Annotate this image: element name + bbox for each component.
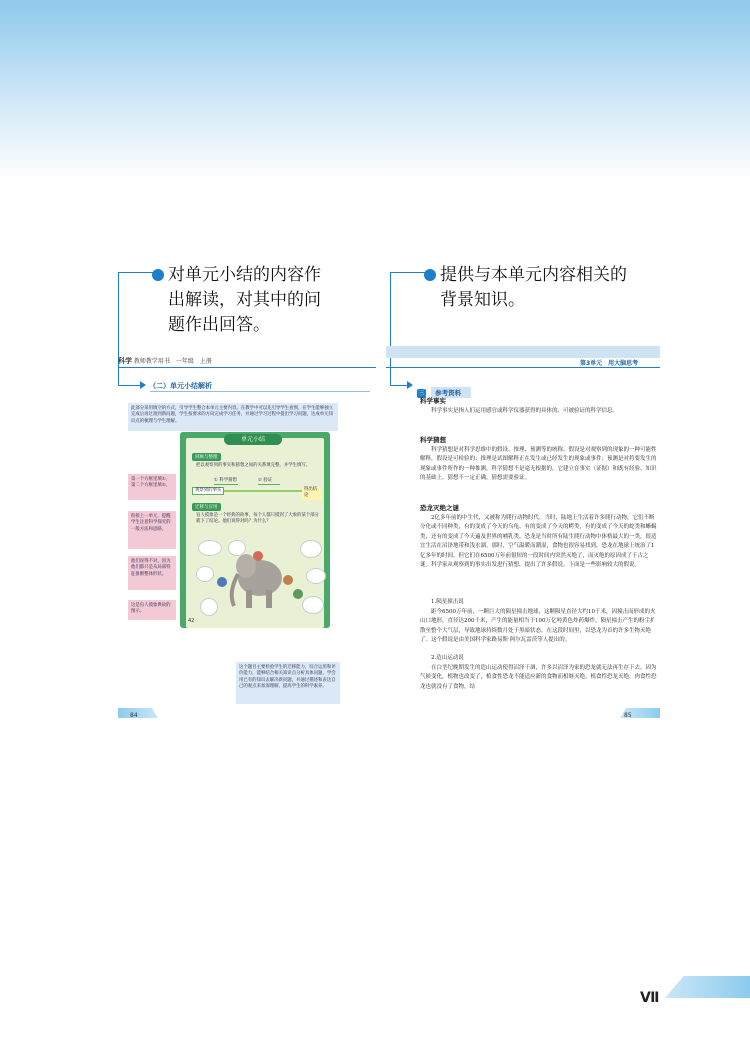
left-page-header: 科学 教师教学用书 一年级 上册 bbox=[118, 357, 212, 365]
section-title-rule bbox=[150, 391, 370, 392]
right-header-rule bbox=[386, 367, 660, 368]
pink-note-1: 第一个方框里填①，第二个方框里填②。 bbox=[128, 474, 176, 500]
elephant-leg bbox=[246, 590, 252, 608]
blind-man-figure bbox=[217, 577, 227, 587]
fan-bubble bbox=[300, 540, 322, 558]
paragraph: 在白垩纪晚期发生的造山运动使得沼泽干涸，许多以沼泽为家的恐龙就无法再生存下去。因为气候变化，植物也改变了，植食性恐龙不能适应新的食物而相继灭绝。植食性恐龙灭绝，肉食性恐龙也就没有了食物，结 bbox=[420, 665, 657, 690]
callout-left: 对单元小结的内容作 出解读，对其中的问 题作出回答。 bbox=[152, 263, 321, 338]
pillar-bubble bbox=[200, 598, 218, 616]
bullet-dot-icon bbox=[424, 269, 436, 281]
paragraph: 2亿多年前的中生代，又被称为爬行动物时代。当时，陆地上生活着许多爬行动物，它们不断分化或不同种类，有的变成了今天的乌龟、有的变成了今天的鳄类，有的变成了今天的蛇类和蜥蜴类，还有的变成了今天遍及世界的哺乳类。恐龙是当时所有陆生爬行动物中体格最大的一类，很适宜生活在沼泽地带和浅水湖。那时，空气温暖而潮湿，食物也很容易找到，恐龙在地球上统治了1亿多年的时间。但它们在6500万年前很短的一段时间内突然灭绝了，而灭绝的原因成了千古之谜。科学家从观察到的事实出发进行猜想，提出了许多假说。下面是一些影响较大的假说。 bbox=[420, 515, 657, 569]
blind-man-figure bbox=[253, 551, 263, 561]
elephant-leg bbox=[266, 590, 272, 608]
blind-man-figure bbox=[293, 589, 303, 599]
callout-right-connector bbox=[390, 272, 425, 386]
paragraph: 距今6500万年前，一颗巨大的陨星撞击地球，这颗陨星直径大约10千米，因撞击而形成的火山口地形，直径达200千米，产生的能量相当于100万亿吨黄色炸药爆炸。陨星撞击产生的粉尘扩散至整个大气层，导致地球持续数月处于黑暗状态。在这段时间里，以恐龙为首的许多生物灭绝了。这个假说是由美国科学家路易斯·阿尔瓦雷茨等人提出的。 bbox=[420, 609, 656, 644]
subheading-dinosaur: 恐龙灭绝之谜 bbox=[420, 504, 459, 512]
book-text-2: 盲人摸象是一个经典的故事，每个人都只摸到了大象的某个部分就下了结论。他们说得对吗？为什么？ bbox=[196, 513, 319, 525]
intro-note: 此部分采用填空的方式，引导学生整合本单元主要内容。在教学中可以先引导学生看图，在学生能够独立完成后再过渡到新问题，学生按要求的方向完成学习任务，并通过学习过程中提出学习问题，达成单元知识点的梳理与学生理解。 bbox=[128, 403, 338, 431]
bullet-dot-icon bbox=[152, 269, 164, 281]
callout-right: 提供与本单元内容相关的 背景知识。 bbox=[424, 263, 627, 313]
flow-step: ② 验证 bbox=[258, 478, 280, 485]
book-title: 单元小结 bbox=[224, 434, 282, 445]
subheading-science-conjecture: 科学猜想 bbox=[420, 436, 446, 444]
flow-step: 得出结论 bbox=[302, 487, 322, 500]
arrow-right-icon bbox=[407, 381, 413, 389]
wall-bubble bbox=[302, 596, 324, 614]
page-number-right: 85 bbox=[624, 712, 632, 719]
flow-arrow bbox=[224, 490, 302, 492]
top-gradient-band bbox=[0, 0, 750, 180]
elephant-ear bbox=[236, 554, 256, 578]
book-marker-band bbox=[665, 976, 750, 998]
flow-step: 观察到的事实 bbox=[192, 487, 224, 495]
callout-right-connector-foot bbox=[390, 385, 408, 386]
paragraph: 科学猜想是对科学思维中的假设、推理、预测等的统称。假设是对观察到的现象的一种可能性解释，假设是可检验的；推理是试图解释正在发生或已经发生的现象或事件；预测是对将要发生的现象或事件所作的一种推测。科学猜想不是毫无根据的，它建立在事实（证据）和既有经验、知识的基础上。猜想不一定正确，猜想需要验证。 bbox=[420, 447, 657, 482]
rope-bubble bbox=[228, 540, 246, 556]
left-header-rule bbox=[118, 367, 376, 368]
page-number-left: 84 bbox=[130, 712, 138, 719]
flow-diagram bbox=[192, 478, 322, 498]
left-footer-band bbox=[118, 708, 158, 718]
callout-left-connector bbox=[118, 272, 153, 386]
pink-note-3: 他们说得不对，因为他们都只是从局部特征推断整体形状。 bbox=[128, 556, 176, 590]
snake-bubble bbox=[196, 566, 214, 582]
reference-badge: 三 bbox=[418, 390, 425, 397]
elephant-trunk bbox=[232, 574, 238, 606]
paragraph: 科学事实是指人们运用感官或科学仪器获得的具体的、可被验证的科学信息。 bbox=[431, 408, 619, 414]
subheading-science-fact: 科学事实 bbox=[420, 397, 446, 405]
spear-bubble bbox=[306, 568, 326, 584]
right-header-band bbox=[386, 346, 660, 358]
book-subheading-1: 回顾与整理 bbox=[192, 453, 221, 461]
flow-step: ① 科学猜想 bbox=[214, 478, 238, 485]
right-page-header: 第3单元 用大脑思考 bbox=[580, 360, 639, 367]
book-text-1: 把以观察到的事实和猜想之间的关系填完整，并学生填写。 bbox=[196, 463, 311, 468]
pink-note-2: 衔接上一单元，提醒学生注意科学探究的一般方法和思路。 bbox=[128, 511, 176, 549]
reference-title: 参考资料 bbox=[431, 387, 471, 398]
bench-bubble bbox=[198, 540, 222, 556]
book-page-number: 42 bbox=[188, 618, 195, 624]
paragraph-subheading: 2.造山运动说 bbox=[431, 655, 464, 661]
book-subheading-2: 迁移与应用 bbox=[192, 503, 221, 511]
paragraph-subheading: 1.陨星撞击说 bbox=[431, 599, 464, 605]
section-title: （二）单元小结解析 bbox=[149, 382, 212, 390]
bottom-note: 这个题目主要检验学生的迁移能力，综合运用和评价能力，能够结合相关知识点分析具体问题，学会用已有的知识去解决新问题，并通过描述和表达自己的观点来加深理解，提高学生的科学素养。 bbox=[236, 662, 340, 704]
arrow-right-icon bbox=[140, 381, 146, 389]
book-page-marker: Ⅶ bbox=[640, 990, 660, 1006]
pink-note-4: 这是盲人摸象典故的图示。 bbox=[128, 600, 176, 620]
callout-left-connector-foot bbox=[118, 385, 140, 386]
blind-man-figure bbox=[283, 575, 293, 585]
